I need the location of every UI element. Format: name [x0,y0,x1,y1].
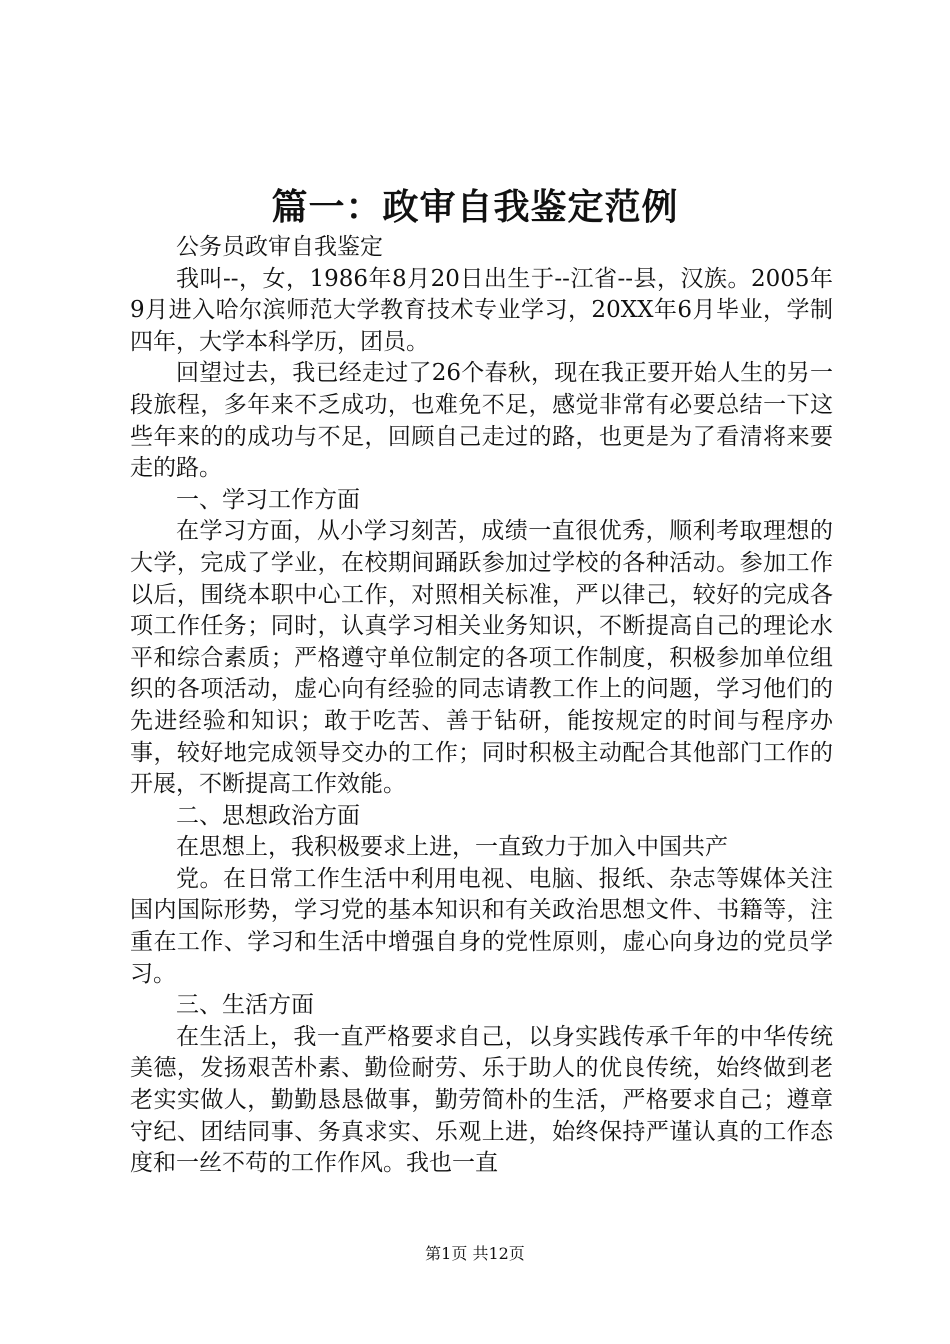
paragraph-subtitle: 公务员政审自我鉴定 [176,234,383,260]
paragraph-politics-1: 在思想上，我积极要求上进，一直致力于加入中国共产 [176,834,728,861]
paragraph-study-work: 在学习方面，从小学习刻苦，成绩一直很优秀，顺利考取理想的大学，完成了学业，在校期间踊跃参加过学校的各种活动。参加工作以后，围绕本职中心工作，对照相关标准，严以律己，较好的完成各项工作任务；同时，认真学习相关业务知识，不断提高自己的理论水平和综合素质；严格遵守单位制定的各项工作制度，积极参加单位组织的各项活动，虚心向有经验的同志请教工作上的问题，学习他们的先进经验和知识；敢于吃苦、善于钻研，能按规定的时间与程序办事，较好地完成领导交办的工作；同时积极主动配合其他部门工作的开展，不断提高工作效能。 [130,518,833,798]
page-footer: 第1页 共12页 [425,1244,525,1263]
paragraph-intro: 我叫--，女，1986年8月20日出生于--江省--县，汉族。2005年9月进入哈尔滨师范大学教育技术专业学习，20XX年6月毕业，学制四年，大学本科学历，团员。 [130,265,833,355]
document-body [130,232,833,1180]
section-heading-politics: 二、思想政治方面 [176,802,360,829]
section-heading-study-work: 一、学习工作方面 [176,486,360,513]
section-heading-life: 三、生活方面 [176,992,314,1019]
document-title: 篇一：政审自我鉴定范例 [271,186,679,228]
paragraph-politics-2: 党。在日常工作生活中利用电视、电脑、报纸、杂志等媒体关注国内国际形势，学习党的基本知识和有关政治思想文件、书籍等，注重在工作、学习和生活中增强自身的党性原则，虚心向身边的党员学习。 [130,865,833,987]
paragraph-review: 回望过去，我已经走过了26个春秋，现在我正要开始人生的另一段旅程，多年来不乏成功，也难免不足，感觉非常有必要总结一下这些年来的的成功与不足，回顾自己走过的路，也更是为了看清将来要走的路。 [130,360,833,482]
paragraph-life: 在生活上，我一直严格要求自己，以身实践传承千年的中华传统美德，发扬艰苦朴素、勤俭耐劳、乐于助人的优良传统，始终做到老老实实做人，勤勤恳恳做事，勤劳简朴的生活，严格要求自己；遵章守纪、团结同事、务真求实、乐观上进，始终保持严谨认真的工作态度和一丝不苟的工作作风。我也一直 [130,1023,833,1177]
